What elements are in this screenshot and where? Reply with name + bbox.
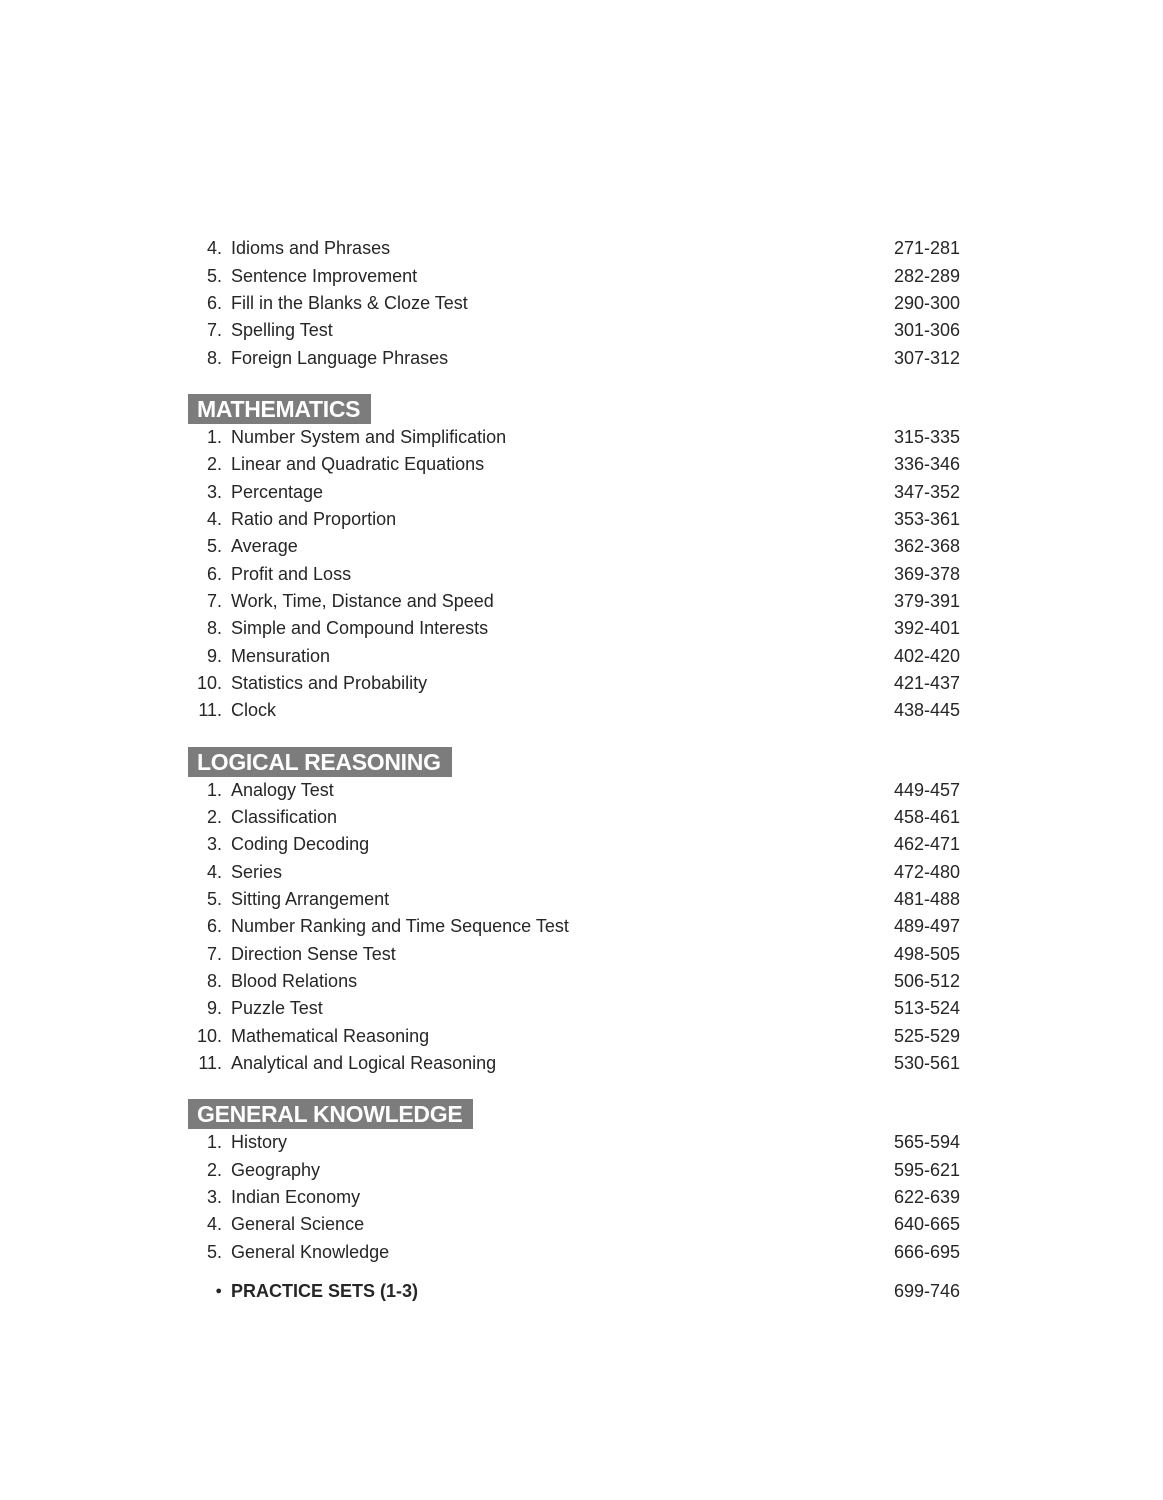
toc-entry — [188, 968, 960, 995]
table-of-contents — [188, 235, 960, 1305]
toc-entry-title: Work, Time, Distance and Speed — [231, 590, 494, 611]
toc-entry-number: 7. — [206, 590, 222, 611]
toc-entry — [188, 941, 960, 968]
toc-entry-title: Blood Relations — [231, 971, 358, 992]
toc-entry-title: Number Ranking and Time Sequence Test — [231, 916, 569, 937]
section-items — [188, 235, 960, 372]
section-header-logical-reasoning: LOGICAL REASONING — [188, 747, 452, 777]
toc-entry-pages: 498-505 — [893, 943, 960, 964]
toc-entry-number: 5. — [206, 889, 222, 910]
toc-entry-pages: 362-368 — [893, 536, 960, 557]
toc-entry-pages: 290-300 — [893, 292, 960, 313]
toc-entry-pages: 530-561 — [893, 1053, 960, 1074]
toc-entry — [188, 615, 960, 642]
toc-entry-pages: 506-512 — [893, 971, 960, 992]
toc-entry-pages: 438-445 — [893, 700, 960, 721]
toc-entry-pages: 489-497 — [893, 916, 960, 937]
toc-entry-pages: 336-346 — [893, 454, 960, 475]
toc-entry-number: 11. — [198, 700, 222, 721]
toc-entry-title: Statistics and Probability — [231, 672, 428, 693]
toc-entry-title: General Science — [231, 1214, 365, 1235]
toc-entry-title: Fill in the Blanks & Cloze Test — [231, 292, 468, 313]
practice-sets-entry — [188, 1278, 960, 1305]
toc-entry-number: 1. — [206, 1132, 222, 1153]
toc-entry-number: 8. — [206, 971, 222, 992]
toc-entry-title: Puzzle Test — [231, 998, 323, 1019]
toc-entry-pages: 472-480 — [893, 861, 960, 882]
section-general-knowledge — [188, 1077, 960, 1266]
toc-entry-number: 7. — [206, 320, 222, 341]
toc-entry-title: Analytical and Logical Reasoning — [231, 1053, 497, 1074]
toc-entry-number: 9. — [206, 998, 222, 1019]
toc-entry — [188, 831, 960, 858]
toc-entry — [188, 913, 960, 940]
toc-entry-pages: 369-378 — [893, 563, 960, 584]
toc-entry-number: 5. — [206, 265, 222, 286]
toc-entry — [188, 886, 960, 913]
toc-entry-pages: 421-437 — [893, 672, 960, 693]
toc-entry-pages: 282-289 — [893, 265, 960, 286]
section-logical-reasoning — [188, 725, 960, 1078]
toc-entry-number: 10. — [196, 1025, 222, 1046]
toc-entry-title: Clock — [231, 700, 277, 721]
toc-entry-pages: 402-420 — [893, 645, 960, 666]
toc-entry-title: Mathematical Reasoning — [231, 1025, 430, 1046]
toc-entry-number: 8. — [206, 347, 222, 368]
toc-entry — [188, 424, 960, 451]
toc-entry-number: 8. — [206, 618, 222, 639]
toc-entry-pages: 640-665 — [893, 1214, 960, 1235]
toc-entry — [188, 1239, 960, 1266]
toc-entry-number: 2. — [206, 454, 222, 475]
toc-entry — [188, 560, 960, 587]
toc-entry-number: 10. — [196, 672, 222, 693]
toc-entry-title: Coding Decoding — [231, 834, 370, 855]
toc-entry — [188, 1157, 960, 1184]
section-english-continuation — [188, 235, 960, 372]
toc-entry — [188, 290, 960, 317]
toc-entry-number: 2. — [206, 1159, 222, 1180]
toc-entry-number: 3. — [206, 1187, 222, 1208]
toc-entry-number: 4. — [206, 238, 222, 259]
toc-entry-title: Geography — [231, 1159, 321, 1180]
toc-entry-pages: 315-335 — [893, 426, 960, 447]
practice-sets-pages: 699-746 — [893, 1281, 960, 1302]
toc-entry-pages: 462-471 — [893, 834, 960, 855]
toc-entry-title: Simple and Compound Interests — [231, 618, 489, 639]
toc-entry-number: 4. — [206, 1214, 222, 1235]
toc-entry-number: 4. — [206, 861, 222, 882]
toc-entry-pages: 347-352 — [893, 481, 960, 502]
toc-entry-pages: 449-457 — [893, 779, 960, 800]
toc-entry — [188, 235, 960, 262]
section-header-mathematics: MATHEMATICS — [188, 394, 371, 424]
toc-entry-title: Foreign Language Phrases — [231, 347, 449, 368]
toc-entry-pages: 595-621 — [893, 1159, 960, 1180]
toc-entry-title: Sentence Improvement — [231, 265, 418, 286]
section-header-general-knowledge: GENERAL KNOWLEDGE — [188, 1099, 473, 1129]
toc-entry-pages: 301-306 — [893, 320, 960, 341]
toc-entry — [188, 859, 960, 886]
toc-entry-title: Number System and Simplification — [231, 426, 507, 447]
toc-entry-title: Mensuration — [231, 645, 331, 666]
section-mathematics — [188, 372, 960, 725]
toc-entry — [188, 697, 960, 724]
toc-entry-number: 1. — [206, 779, 222, 800]
toc-entry — [188, 317, 960, 344]
bullet-icon: ● — [215, 1285, 222, 1297]
toc-entry-title: Ratio and Proportion — [231, 508, 397, 529]
toc-entry-number: 6. — [206, 292, 222, 313]
toc-entry-pages: 513-524 — [893, 998, 960, 1019]
toc-entry-title: General Knowledge — [231, 1241, 390, 1262]
toc-entry — [188, 1129, 960, 1156]
toc-entry-number: 9. — [206, 645, 222, 666]
toc-entry-number: 4. — [206, 508, 222, 529]
toc-entry-title: Linear and Quadratic Equations — [231, 454, 485, 475]
section-items — [188, 1129, 960, 1266]
toc-entry-title: Percentage — [231, 481, 324, 502]
toc-entry-title: Classification — [231, 807, 338, 828]
toc-entry-title: Idioms and Phrases — [231, 238, 391, 259]
toc-entry — [188, 642, 960, 669]
toc-entry — [188, 506, 960, 533]
toc-entry-number: 11. — [198, 1053, 222, 1074]
toc-entry-title: Series — [231, 861, 283, 882]
toc-entry-number: 3. — [206, 481, 222, 502]
toc-entry-pages: 525-529 — [893, 1025, 960, 1046]
toc-entry — [188, 670, 960, 697]
toc-entry-number: 1. — [206, 426, 222, 447]
toc-entry — [188, 533, 960, 560]
toc-entry-number: 7. — [206, 943, 222, 964]
toc-entry — [188, 995, 960, 1022]
toc-entry-pages: 392-401 — [893, 618, 960, 639]
toc-entry — [188, 344, 960, 371]
toc-entry-title: Average — [231, 536, 298, 557]
toc-entry-pages: 271-281 — [893, 238, 960, 259]
toc-entry-title: Sitting Arrangement — [231, 889, 390, 910]
toc-entry-number: 6. — [206, 916, 222, 937]
toc-entry-title: Direction Sense Test — [231, 943, 396, 964]
toc-entry-title: History — [231, 1132, 288, 1153]
toc-entry-pages: 458-461 — [893, 807, 960, 828]
toc-entry — [188, 804, 960, 831]
toc-entry-title: Indian Economy — [231, 1187, 361, 1208]
section-items — [188, 424, 960, 725]
toc-entry-pages: 565-594 — [893, 1132, 960, 1153]
toc-entry-number: 5. — [206, 1241, 222, 1262]
toc-entry-number: 2. — [206, 807, 222, 828]
toc-entry-number: 5. — [206, 536, 222, 557]
toc-entry-pages: 379-391 — [893, 590, 960, 611]
toc-entry — [188, 777, 960, 804]
practice-sets-title: PRACTICE SETS (1-3) — [231, 1281, 419, 1302]
toc-entry-number: 3. — [206, 834, 222, 855]
toc-entry — [188, 478, 960, 505]
toc-entry — [188, 1211, 960, 1238]
toc-entry — [188, 1184, 960, 1211]
toc-entry-title: Analogy Test — [231, 779, 334, 800]
toc-entry-title: Spelling Test — [231, 320, 333, 341]
toc-entry-pages: 353-361 — [893, 508, 960, 529]
toc-entry-pages: 481-488 — [893, 889, 960, 910]
toc-entry-number: 6. — [206, 563, 222, 584]
toc-entry — [188, 1050, 960, 1077]
toc-entry-pages: 307-312 — [893, 347, 960, 368]
toc-entry-pages: 666-695 — [893, 1241, 960, 1262]
toc-entry-pages: 622-639 — [893, 1187, 960, 1208]
section-items — [188, 777, 960, 1078]
toc-entry — [188, 1023, 960, 1050]
toc-entry-title: Profit and Loss — [231, 563, 352, 584]
toc-entry — [188, 262, 960, 289]
toc-entry — [188, 588, 960, 615]
toc-entry — [188, 451, 960, 478]
